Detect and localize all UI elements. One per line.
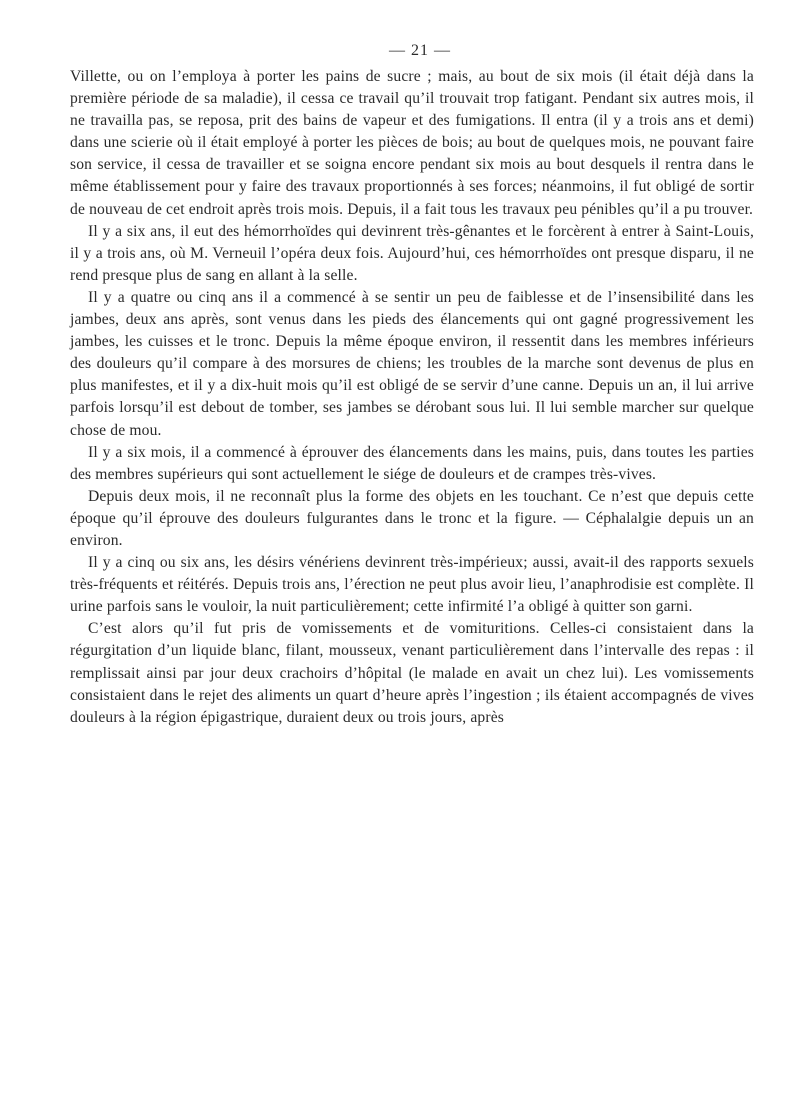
page-body [70, 66, 754, 729]
paragraph-2: Il y a six ans, il eut des hémorrhoïdes qui devinrent très-gênantes et le forcèrent à entrer à Saint-Louis, il y a trois ans, où M. Verneuil l’opéra deux fois. Aujourd’hui, ces hémorrhoïdes ont presque disparu, il ne rend presque plus de sang en allant à la selle. [70, 222, 754, 284]
paragraph-4: Il y a six mois, il a commencé à éprouver des élancements dans les mains, puis, dans toutes les parties des membres supérieurs qui sont actuellement le siége de douleurs et de crampes très-vives. [70, 443, 754, 483]
page-number-text: — 21 — [389, 42, 451, 59]
paragraph-6: Il y a cinq ou six ans, les désirs vénériens devinrent très-impérieux; aussi, avait-il des rapports sexuels très-fréquents et réitérés. Depuis trois ans, l’érection ne peut plus avoir lieu, l’anaphrodisie est complète. Il urine parfois sans le vouloir, la nuit particulièrement; cette infirmité l’a obligé à quitter son garni. [70, 554, 754, 616]
page-number [0, 42, 800, 60]
paragraph-3: Il y a quatre ou cinq ans il a commencé à se sentir un peu de faiblesse et de l’insensibilité dans les jambes, deux ans après, sont venus dans les pieds des élancements qui ont gagné progressivement les jambes, les cuisses et le tronc. Depuis la même époque environ, il ressentit dans les membres inférieurs des douleurs qu’il compare à des morsures de chiens; les troubles de la marche sont devenus de plus en plus manifestes, et il y a dix-huit mois qu’il est obligé de se servir d’une canne. Depuis un an, il lui arrive parfois lorsqu’il est debout de tomber, ses jambes se dérobant sous lui. Il lui semble marcher sur quelque chose de mou. [70, 288, 754, 439]
paragraph-7: C’est alors qu’il fut pris de vomissements et de vomituritions. Celles-ci consistaient dans la régurgitation d’un liquide blanc, filant, mousseux, venant particulièrement dans l’intervalle des repas : il remplissait ainsi par jour deux crachoirs d’hôpital (le malade en avait un chez lui). Les vomissements consistaient dans le rejet des aliments un quart d’heure après l’ingestion ; ils étaient accompagnés de vives douleurs à la région épigastrique, duraient deux ou trois jours, après [70, 620, 754, 726]
paragraph-5: Depuis deux mois, il ne reconnaît plus la forme des objets en les touchant. Ce n’est que depuis cette époque qu’il éprouve des douleurs fulgurantes dans le tronc et la figure. — Céphalalgie depuis un an environ. [70, 487, 754, 549]
paragraph-1: Villette, ou on l’employa à porter les pains de sucre ; mais, au bout de six mois (il était déjà dans la première période de sa maladie), il cessa ce travail qu’il trouvait trop fatigant. Pendant six autres mois, il ne travailla pas, se reposa, prit des bains de vapeur et des fumigations. Il entra (il y a trois ans et demi) dans une scierie où il était employé à porter les pièces de bois; au bout de quelques mois, ne pouvant faire son service, il cessa de travailler et se soigna encore pendant six mois au bout desquels il rentra dans le même établissement pour y faire des travaux proportionnés à ses forces; néanmoins, il fut obligé de sortir de nouveau de cet endroit après trois mois. Depuis, il a fait tous les travaux peu pénibles qu’il a pu trouver. [70, 68, 754, 218]
